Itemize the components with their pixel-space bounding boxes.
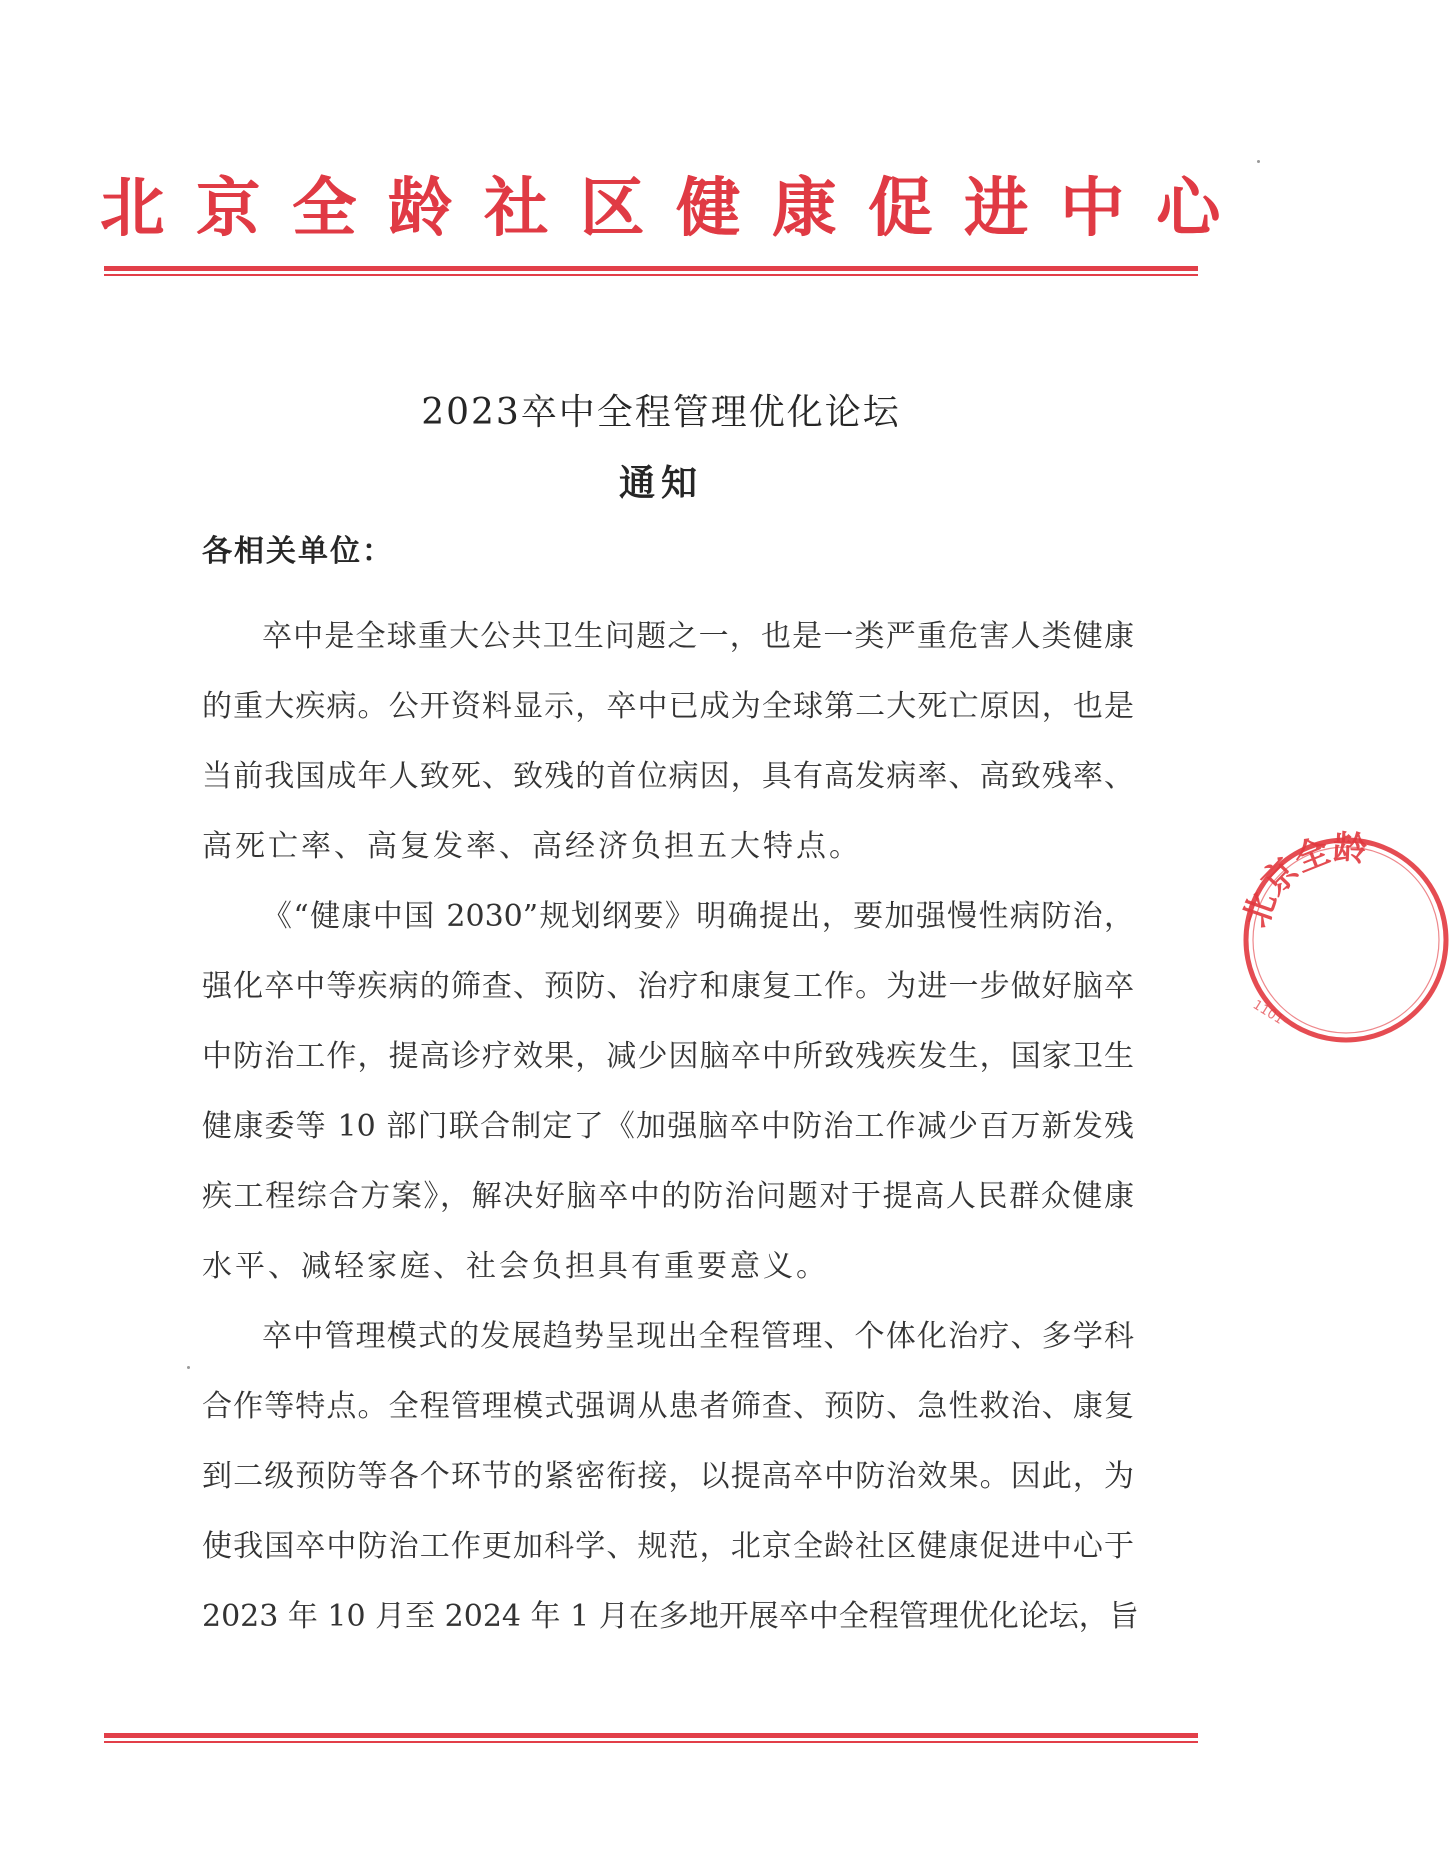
letterhead-top-rule xyxy=(104,266,1198,276)
salutation: 各相关单位： xyxy=(202,534,394,569)
paragraph-line xyxy=(202,812,1134,882)
document-subtitle: 通知 xyxy=(618,462,703,504)
org-name-char: 促 xyxy=(868,172,932,246)
org-name-char: 京 xyxy=(196,172,260,246)
document-title: 2023卒中全程管理优化论坛 xyxy=(421,392,901,433)
org-name-char: 龄 xyxy=(388,172,452,246)
paragraph-line xyxy=(202,1582,1139,1652)
paragraph-line xyxy=(202,1022,1134,1092)
org-name-char: 心 xyxy=(1156,172,1220,246)
org-name-char: 康 xyxy=(772,172,836,246)
org-name-char: 健 xyxy=(676,172,740,246)
paragraph-line xyxy=(202,952,1134,1022)
paragraph-line xyxy=(202,1302,1134,1372)
paragraph-line-text: 《“健康中国 2030”规划纲要》明确提出，要加强慢性病防治， xyxy=(262,899,1134,934)
paragraph-line xyxy=(202,1162,1134,1232)
paragraph-line-text: 合作等特点。全程管理模式强调从患者筛查、预防、急性救治、康复 xyxy=(202,1389,1134,1424)
paragraph-line xyxy=(202,882,1134,952)
paragraph-line xyxy=(202,742,1134,812)
paragraph-line xyxy=(202,602,1134,672)
paragraph-line xyxy=(202,1442,1134,1512)
seal-code: 1101 xyxy=(1249,997,1286,1028)
paragraph-line-text: 卒中是全球重大公共卫生问题之一，也是一类严重危害人类健康 xyxy=(262,619,1134,654)
paragraph-line-text: 到二级预防等各个环节的紧密衔接，以提高卒中防治效果。因此，为 xyxy=(202,1459,1134,1494)
org-name-char: 中 xyxy=(1060,172,1124,246)
paragraph-line-text: 使我国卒中防治工作更加科学、规范，北京全龄社区健康促进中心于 xyxy=(202,1529,1134,1564)
paragraph-line-text: 当前我国成年人致死、致残的首位病因，具有高发病率、高致残率、 xyxy=(202,759,1134,794)
official-seal-stamp xyxy=(1236,830,1456,1050)
seal-text: 北京全龄 xyxy=(1236,830,1368,933)
org-name-char: 北 xyxy=(100,172,164,246)
paragraph-line-text: 水平、减轻家庭、社会负担具有重要意义。 xyxy=(202,1249,829,1284)
org-name-char: 进 xyxy=(964,172,1028,246)
org-letterhead xyxy=(100,168,1220,250)
paragraph-line-text: 强化卒中等疾病的筛查、预防、治疗和康复工作。为进一步做好脑卒 xyxy=(202,969,1134,1004)
document-body xyxy=(202,602,1139,1652)
paragraph-line-text: 高死亡率、高复发率、高经济负担五大特点。 xyxy=(202,829,862,864)
paragraph-line-text: 疾工程综合方案》，解决好脑卒中的防治问题对于提高人民群众健康 xyxy=(202,1179,1134,1214)
paragraph-line-text: 2023 年 10 月至 2024 年 1 月在多地开展卒中全程管理优化论坛，旨 xyxy=(202,1599,1139,1634)
scan-speck xyxy=(187,1366,190,1369)
svg-text:北京全龄 xyxy=(1236,830,1368,933)
paragraph-line xyxy=(202,672,1134,742)
paragraph-line xyxy=(202,1232,1134,1302)
paragraph-line-text: 卒中管理模式的发展趋势呈现出全程管理、个体化治疗、多学科 xyxy=(262,1319,1134,1354)
paragraph-line xyxy=(202,1372,1134,1442)
paragraph-line-text: 的重大疾病。公开资料显示，卒中已成为全球第二大死亡原因，也是 xyxy=(202,689,1134,724)
org-name-char: 社 xyxy=(484,172,548,246)
org-name-char: 全 xyxy=(292,172,356,246)
paragraph-line-text: 中防治工作，提高诊疗效果，减少因脑卒中所致残疾发生，国家卫生 xyxy=(202,1039,1134,1074)
paragraph-line-text: 健康委等 10 部门联合制定了《加强脑卒中防治工作减少百万新发残 xyxy=(202,1109,1134,1144)
paragraph-line xyxy=(202,1092,1134,1162)
letterhead-bottom-rule xyxy=(104,1733,1198,1743)
scan-speck xyxy=(1257,160,1260,163)
paragraph-line xyxy=(202,1512,1134,1582)
org-name-char: 区 xyxy=(580,172,644,246)
